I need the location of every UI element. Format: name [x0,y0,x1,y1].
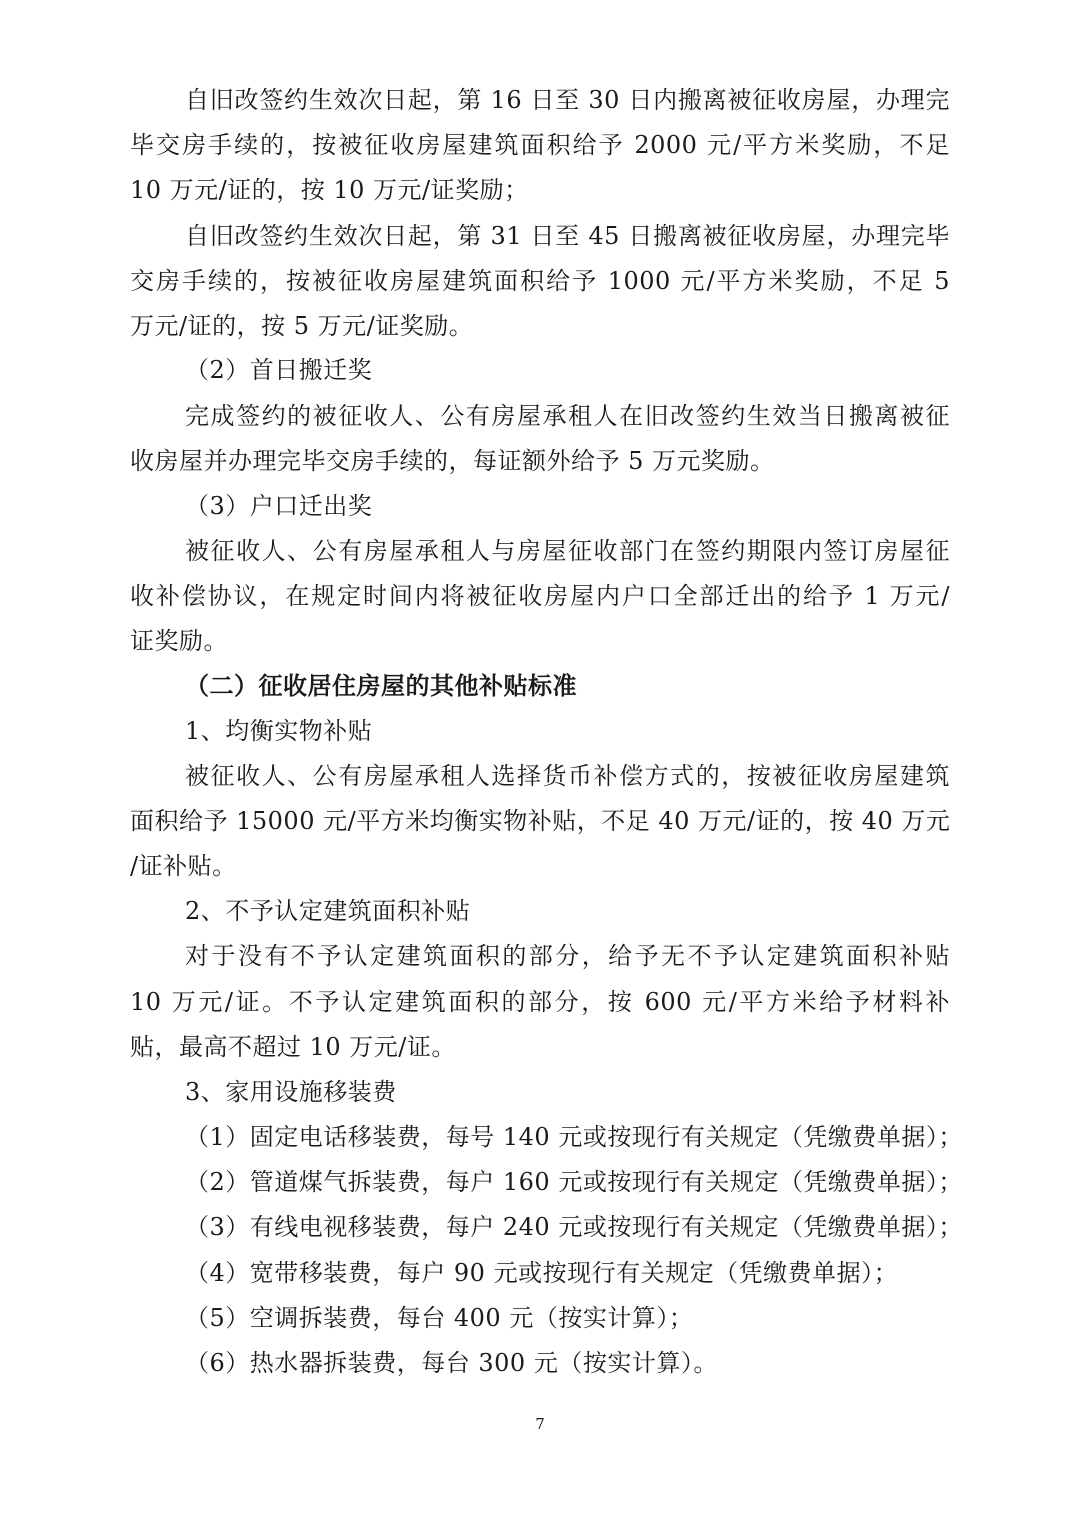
list-item: （3）有线电视移装费，每户 240 元或按现行有关规定（凭缴费单据）； [185,1213,963,1241]
paragraph-line: 完成签约的被征收人、公有房屋承租人在旧改签约生效当日搬离被征 [185,402,950,430]
paragraph-line: 10 万元/证。不予认定建筑面积的部分，按 600 元/平方米给予材料补 [130,988,950,1016]
paragraph-line: /证补贴。 [130,852,237,880]
list-item: （5）空调拆装费，每台 400 元（按实计算）； [185,1304,694,1332]
list-item: （4）宽带移装费，每户 90 元或按现行有关规定（凭缴费单据）； [185,1259,899,1287]
chapter-heading: （二）征收居住房屋的其他补贴标准 [185,671,577,700]
paragraph-line: 对于没有不予认定建筑面积的部分，给予无不予认定建筑面积补贴 [185,942,950,970]
paragraph-line: 被征收人、公有房屋承租人与房屋征收部门在签约期限内签订房屋征 [185,537,950,565]
paragraph-line: 万元/证的，按 5 万元/证奖励。 [130,312,474,340]
list-item: （6）热水器拆装费，每台 300 元（按实计算）。 [185,1349,718,1377]
section-heading: （3）户口迁出奖 [185,492,373,520]
paragraph-line: 面积给予 15000 元/平方米均衡实物补贴，不足 40 万元/证的，按 40 万元 [130,807,950,835]
paragraph-line: 收补偿协议，在规定时间内将被征收房屋内户口全部迁出的给予 1 万元/ [130,582,950,610]
paragraph-line: 交房手续的，按被征收房屋建筑面积给予 1000 元/平方米奖励，不足 5 [130,267,950,295]
section-heading: 3、家用设施移装费 [185,1078,397,1106]
paragraph-line: 自旧改签约生效次日起，第 16 日至 30 日内搬离被征收房屋，办理完 [185,86,950,114]
paragraph-line: 10 万元/证的，按 10 万元/证奖励； [130,176,529,204]
paragraph-line: 被征收人、公有房屋承租人选择货币补偿方式的，按被征收房屋建筑 [185,762,950,790]
paragraph-line: 贴，最高不超过 10 万元/证。 [130,1033,456,1061]
paragraph-line: 证奖励。 [130,627,228,655]
page-number: 7 [535,1415,545,1433]
list-item: （2）管道煤气拆装费，每户 160 元或按现行有关规定（凭缴费单据）； [185,1168,963,1196]
section-heading: 1、均衡实物补贴 [185,717,373,745]
section-heading: 2、不予认定建筑面积补贴 [185,897,471,925]
section-heading: （2）首日搬迁奖 [185,356,373,384]
paragraph-line: 收房屋并办理完毕交房手续的，每证额外给予 5 万元奖励。 [130,447,775,475]
paragraph-line: 毕交房手续的，按被征收房屋建筑面积给予 2000 元/平方米奖励，不足 [130,131,950,159]
list-item: （1）固定电话移装费，每号 140 元或按现行有关规定（凭缴费单据）； [185,1123,963,1151]
paragraph-line: 自旧改签约生效次日起，第 31 日至 45 日搬离被征收房屋，办理完毕 [185,222,950,250]
